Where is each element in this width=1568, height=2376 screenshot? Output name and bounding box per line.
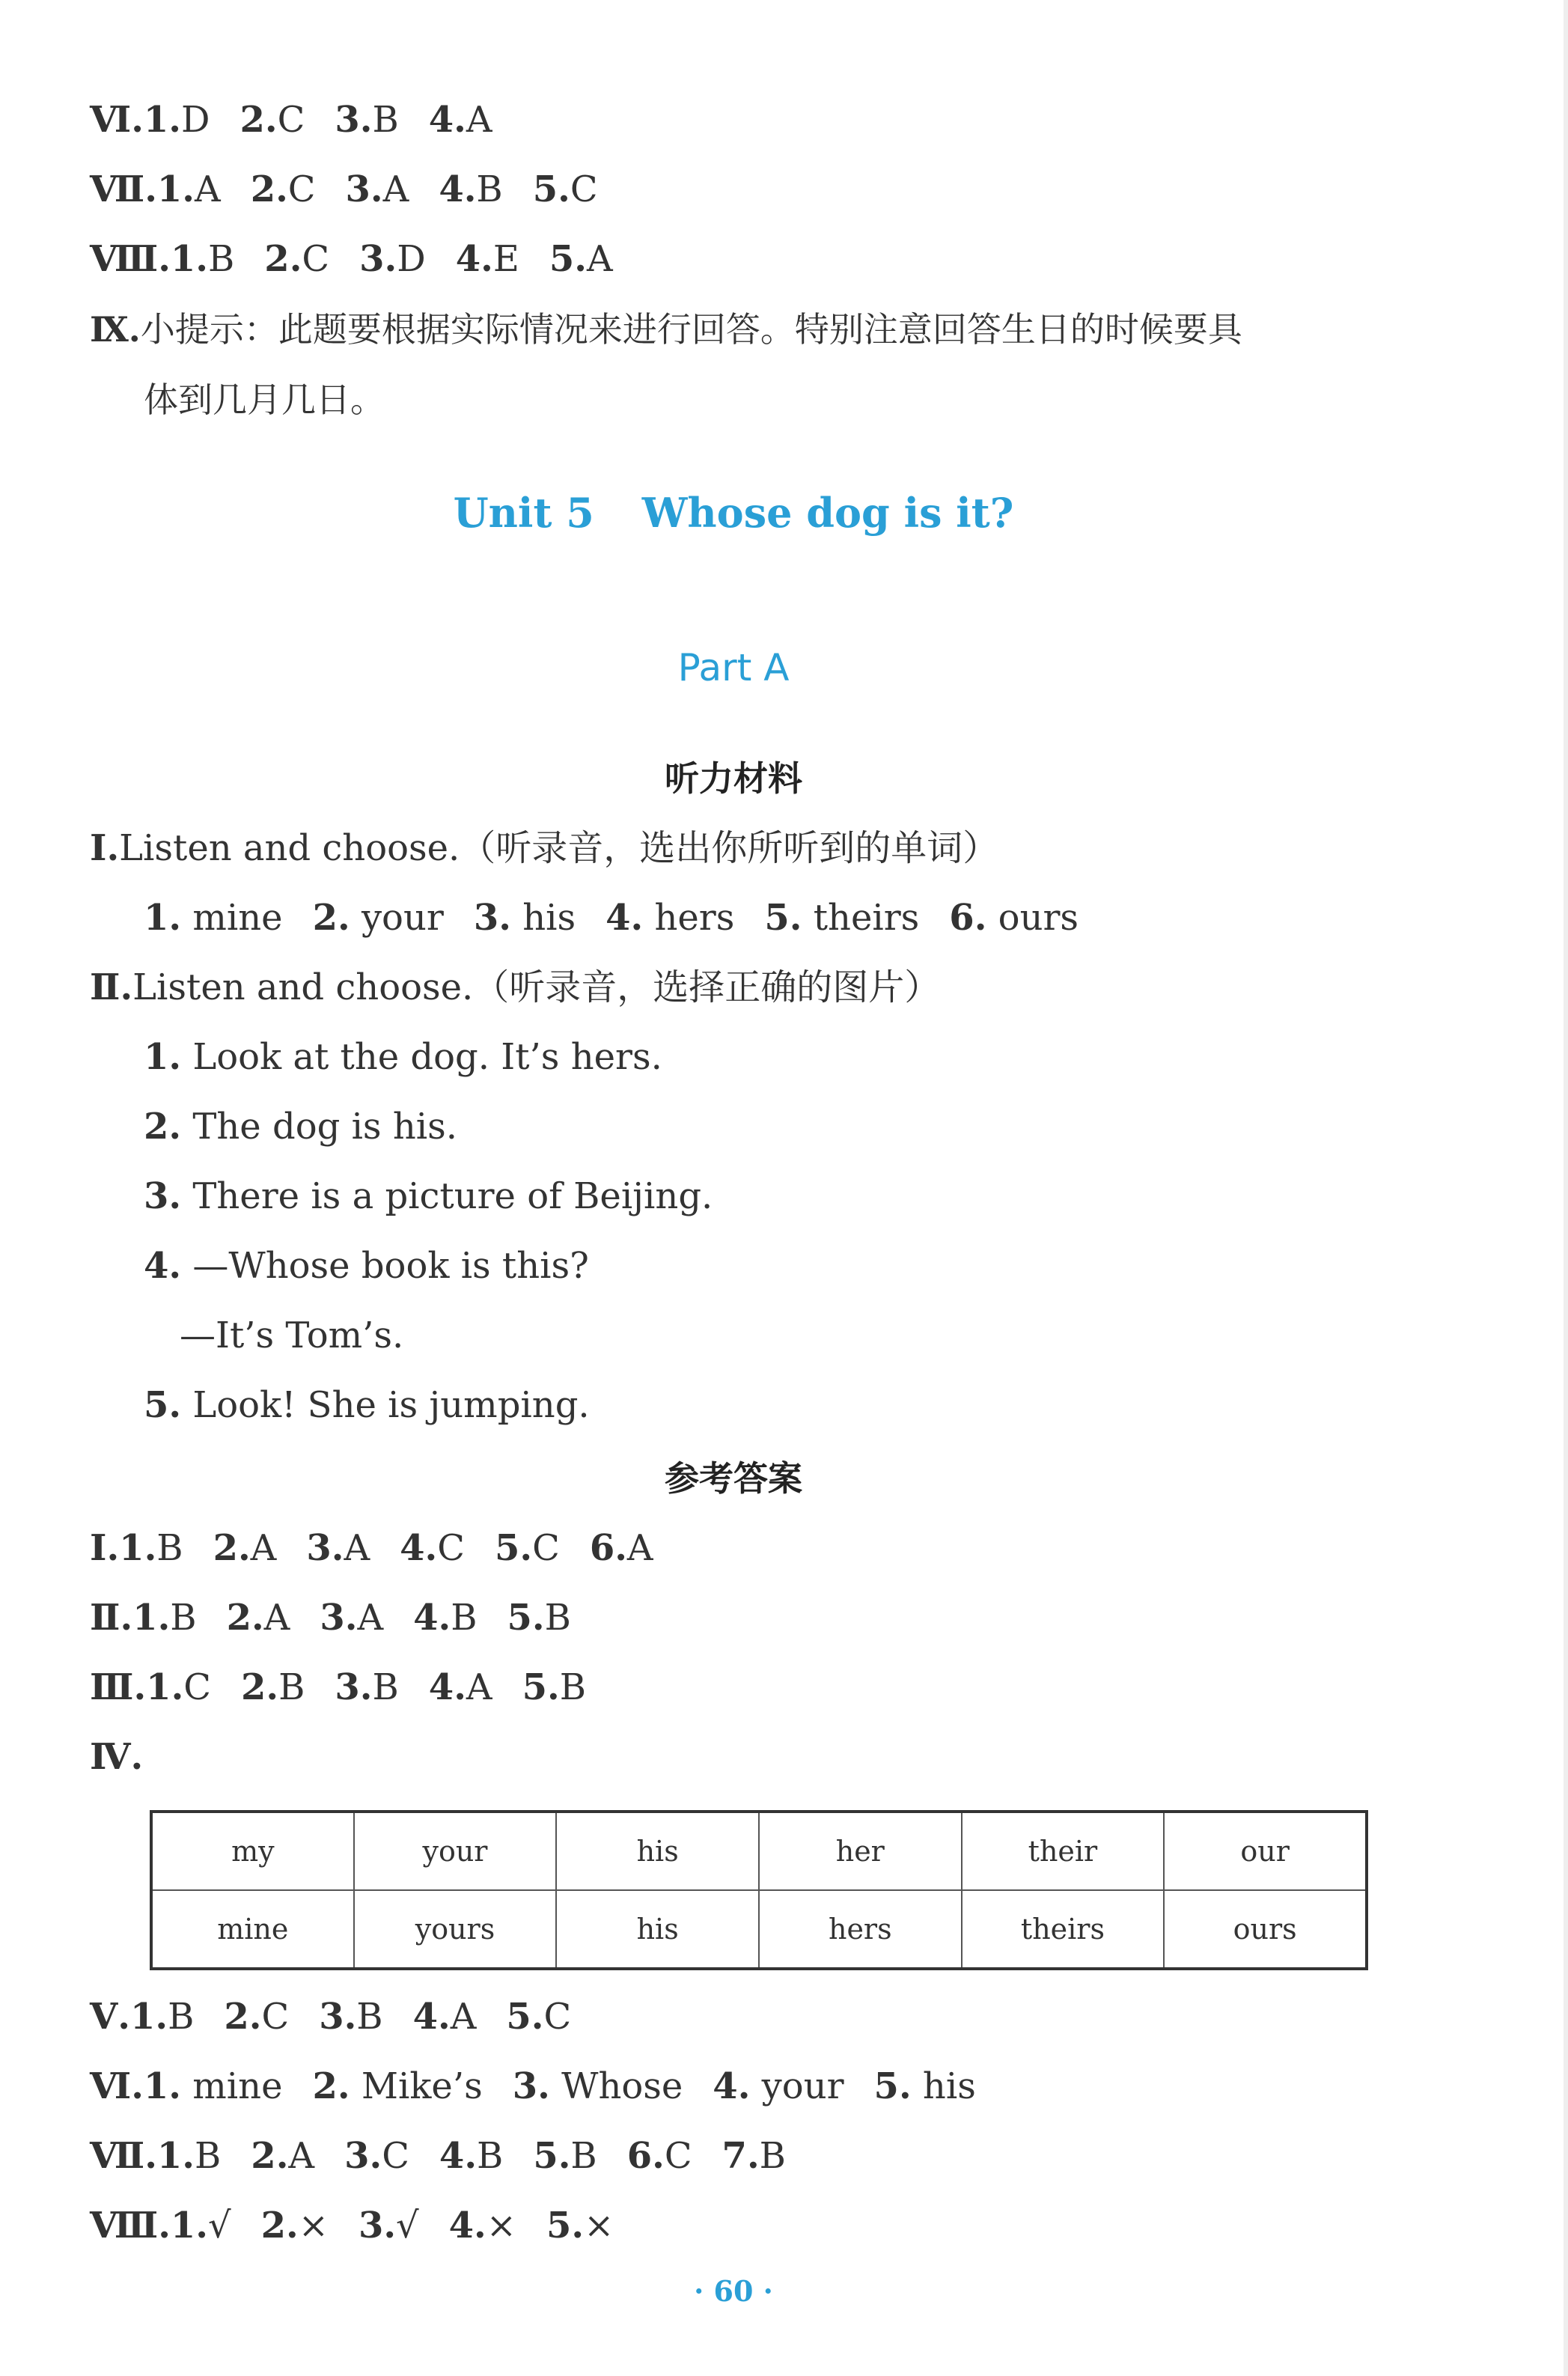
table-cell: their xyxy=(962,1812,1165,1890)
q1-items: 1. mine 2. your 3. his 4. hers 5. theirs 6. ours xyxy=(144,897,1079,939)
table-cell: her xyxy=(759,1812,962,1890)
answer-8: Ⅷ.1.√ 2.× 3.√ 4.× 5.× xyxy=(90,2205,614,2246)
pronoun-table xyxy=(150,1810,1368,1970)
answer-4-label: Ⅳ. xyxy=(90,1736,144,1778)
listening-title: 听力材料 xyxy=(665,758,802,799)
table-cell: your xyxy=(354,1812,557,1890)
table-cell: our xyxy=(1164,1812,1367,1890)
q2-instruction: Ⅱ.Listen and choose.（听录音，选择正确的图片） xyxy=(90,966,941,1008)
table-cell: his xyxy=(556,1812,759,1890)
answer-line-7: Ⅶ.1.A 2.C 3.A 4.B 5.C xyxy=(90,168,598,210)
answer-3: Ⅲ.1.C 2.B 3.B 4.A 5.B xyxy=(90,1666,586,1708)
table-cell: my xyxy=(151,1812,354,1890)
table-cell: yours xyxy=(354,1890,557,1969)
answer-2: Ⅱ.1.B 2.A 3.A 4.B 5.B xyxy=(90,1597,571,1639)
table-cell: theirs xyxy=(962,1890,1165,1969)
page-number: · 60 · xyxy=(694,2274,773,2308)
answer-line-8: Ⅷ.1.B 2.C 3.D 4.E 5.A xyxy=(90,238,613,280)
q2-sentence-2: 2. The dog is his. xyxy=(144,1106,457,1148)
answer-line-6: Ⅵ.1.D 2.C 3.B 4.A xyxy=(90,99,492,141)
q2-sentence-1: 1. Look at the dog. It’s hers. xyxy=(144,1036,662,1078)
table-cell: hers xyxy=(759,1890,962,1969)
q2-sentence-3: 3. There is a picture of Beijing. xyxy=(144,1175,713,1217)
answer-6: Ⅵ.1. mine 2. Mike’s 3. Whose 4. your 5. his xyxy=(90,2065,976,2107)
q2-sentence-5: 5. Look! She is jumping. xyxy=(144,1384,590,1426)
q1-instruction: Ⅰ.Listen and choose.（听录音，选出你所听到的单词） xyxy=(90,827,999,869)
table-row xyxy=(151,1812,1367,1890)
page-edge xyxy=(1564,0,1568,2376)
table-cell: his xyxy=(556,1890,759,1969)
table-cell: ours xyxy=(1164,1890,1367,1969)
tip-line-2: 体到几月几日。 xyxy=(144,380,385,420)
answer-5: Ⅴ.1.B 2.C 3.B 4.A 5.C xyxy=(90,1996,572,2038)
answers-title: 参考答案 xyxy=(665,1458,802,1499)
table-cell: mine xyxy=(151,1890,354,1969)
table-row xyxy=(151,1890,1367,1969)
unit-title: Unit 5 Whose dog is it? xyxy=(453,489,1014,537)
q2-sentence-4a: 4. —Whose book is this? xyxy=(144,1245,589,1287)
answer-1: Ⅰ.1.B 2.A 3.A 4.C 5.C 6.A xyxy=(90,1527,653,1569)
answer-7: Ⅶ.1.B 2.A 3.C 4.B 5.B 6.C 7.B xyxy=(90,2135,786,2177)
part-title: Part A xyxy=(677,646,790,689)
q2-sentence-4b: —It’s Tom’s. xyxy=(180,1315,404,1356)
tip-line-1: Ⅸ.小提示：此题要根据实际情况来进行回答。特别注意回答生日的时候要具 xyxy=(90,309,1242,350)
